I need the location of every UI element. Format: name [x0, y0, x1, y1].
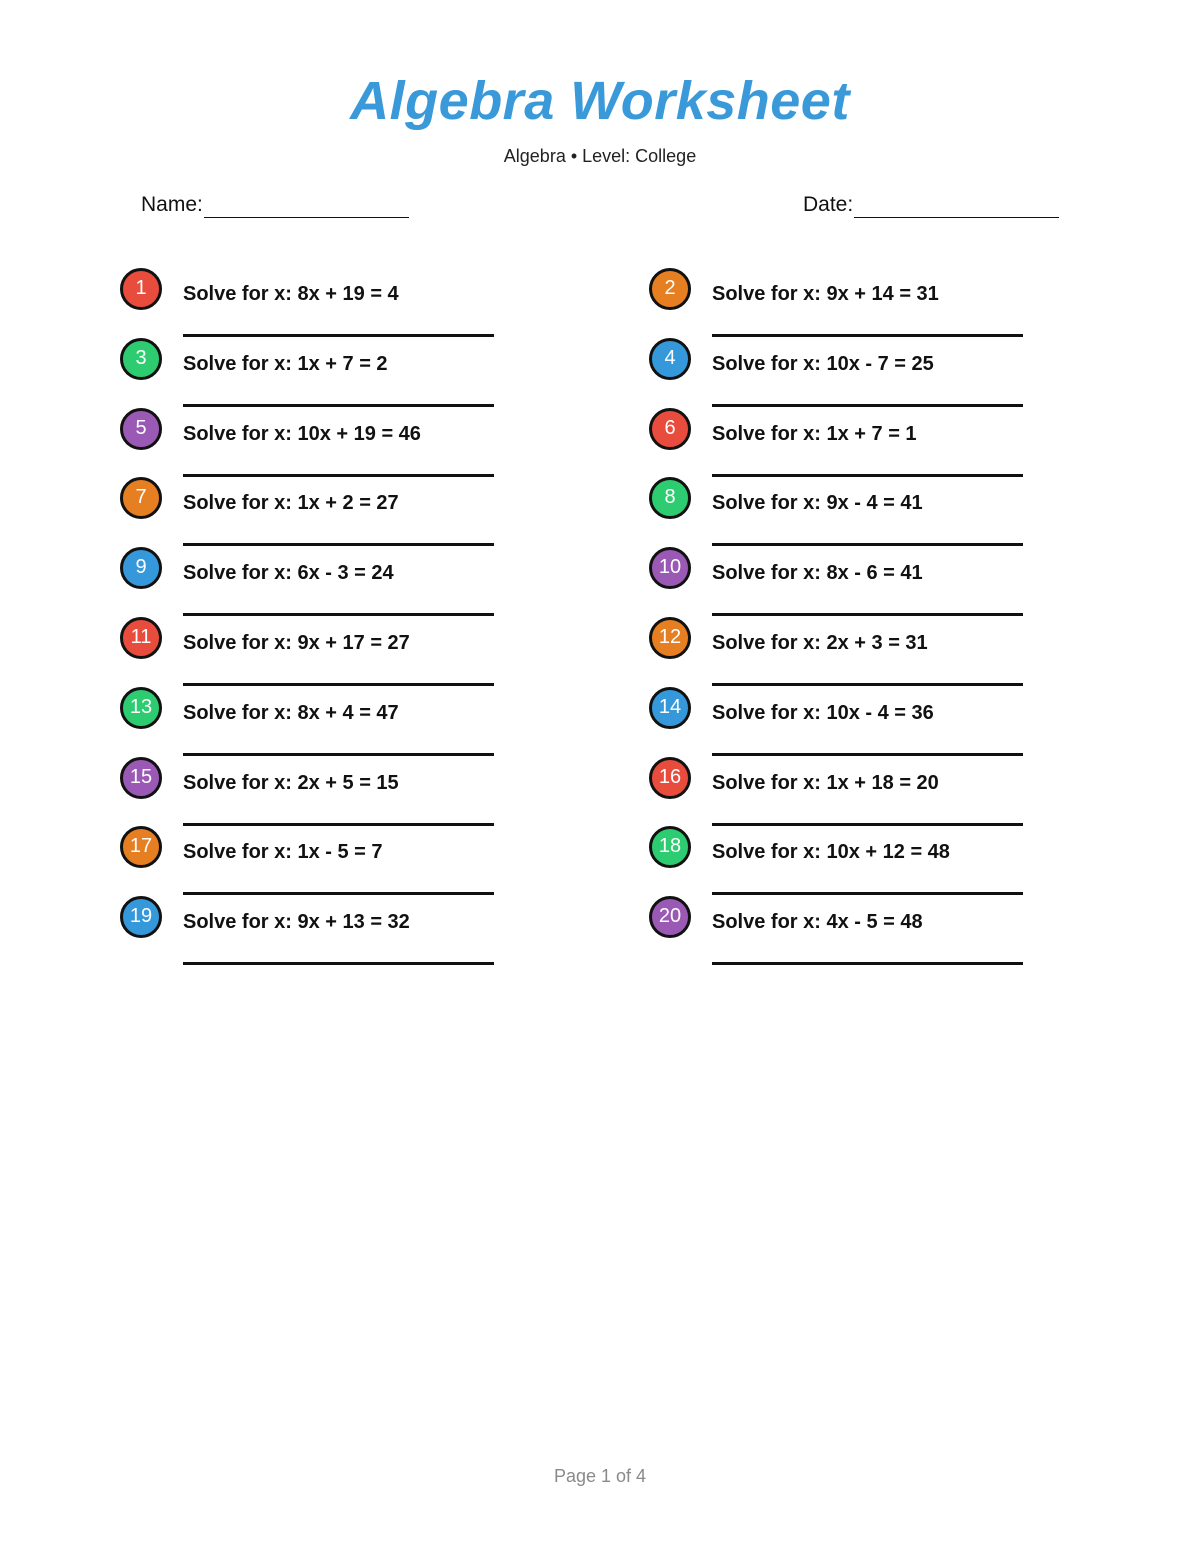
- problem-item: [120, 477, 620, 547]
- problem-question: Solve for x: 1x + 7 = 1: [712, 422, 917, 445]
- problem-number-badge: 2: [649, 268, 691, 310]
- answer-line[interactable]: [712, 962, 1023, 965]
- answer-line[interactable]: [712, 683, 1023, 686]
- problem-number-badge: 14: [649, 687, 691, 729]
- answer-line[interactable]: [183, 823, 494, 826]
- problem-number-badge: 9: [120, 547, 162, 589]
- answer-line[interactable]: [712, 404, 1023, 407]
- problem-number-badge: 5: [120, 408, 162, 450]
- answer-line[interactable]: [183, 962, 494, 965]
- problem-number-badge: 20: [649, 896, 691, 938]
- answer-line[interactable]: [712, 613, 1023, 616]
- problem-question: Solve for x: 8x + 4 = 47: [183, 701, 399, 724]
- date-label: Date:: [803, 193, 854, 216]
- problem-item: [120, 547, 620, 617]
- answer-line[interactable]: [183, 753, 494, 756]
- worksheet-title: Algebra Worksheet: [350, 71, 850, 131]
- problem-question: Solve for x: 1x + 7 = 2: [183, 352, 388, 375]
- problem-number-badge: 19: [120, 896, 162, 938]
- problem-item: [649, 477, 1149, 547]
- problem-number-badge: 4: [649, 338, 691, 380]
- problem-number-badge: 18: [649, 826, 691, 868]
- problem-question: Solve for x: 2x + 3 = 31: [712, 632, 928, 654]
- problem-item: [120, 338, 620, 408]
- answer-line[interactable]: [712, 543, 1023, 546]
- name-label: Name:: [141, 193, 203, 216]
- problem-item: [120, 757, 620, 827]
- problem-question: Solve for x: 2x + 5 = 15: [183, 771, 399, 794]
- problem-question: Solve for x: 10x + 12 = 48: [712, 841, 950, 864]
- date-blank-line[interactable]: [854, 197, 1059, 218]
- problem-number-badge: 8: [649, 477, 691, 519]
- name-blank-line[interactable]: [204, 197, 409, 218]
- problem-number-badge: 1: [120, 268, 162, 310]
- problem-item: [649, 408, 1149, 478]
- problem-item: [649, 338, 1149, 408]
- answer-line[interactable]: [183, 474, 494, 477]
- answer-line[interactable]: [183, 543, 494, 546]
- problem-item: [649, 896, 1149, 966]
- answer-line[interactable]: [183, 892, 494, 895]
- problem-number-badge: 12: [649, 617, 691, 659]
- problem-number-badge: 10: [649, 547, 691, 589]
- problem-question: Solve for x: 10x + 19 = 46: [183, 422, 421, 445]
- answer-line[interactable]: [183, 404, 494, 407]
- problem-item: [120, 408, 620, 478]
- problem-number-badge: 17: [120, 826, 162, 868]
- problem-item: [120, 268, 620, 338]
- problem-number-badge: 7: [120, 477, 162, 519]
- problem-item: [120, 896, 620, 966]
- problem-question: Solve for x: 9x + 13 = 32: [183, 911, 410, 934]
- problem-item: [649, 268, 1149, 338]
- problem-item: [649, 757, 1149, 827]
- worksheet-subtitle: Algebra • Level: College: [503, 146, 697, 166]
- problem-item: [120, 687, 620, 757]
- problem-item: [649, 617, 1149, 687]
- problem-item: [120, 617, 620, 687]
- problem-question: Solve for x: 1x + 2 = 27: [183, 492, 399, 515]
- problem-question: Solve for x: 10x - 7 = 25: [712, 352, 934, 375]
- problem-question: Solve for x: 10x - 4 = 36: [712, 701, 934, 724]
- answer-line[interactable]: [712, 892, 1023, 895]
- answer-line[interactable]: [183, 334, 494, 337]
- problem-question: Solve for x: 8x + 19 = 4: [183, 283, 399, 305]
- problem-item: [649, 826, 1149, 896]
- problem-number-badge: 3: [120, 338, 162, 380]
- answer-line[interactable]: [712, 823, 1023, 826]
- problem-number-badge: 11: [120, 617, 162, 659]
- problem-question: Solve for x: 9x - 4 = 41: [712, 492, 923, 515]
- problem-question: Solve for x: 4x - 5 = 48: [712, 911, 923, 934]
- answer-line[interactable]: [712, 474, 1023, 477]
- date-field: [803, 192, 1059, 218]
- problem-question: Solve for x: 6x - 3 = 24: [183, 562, 394, 585]
- problem-question: Solve for x: 1x - 5 = 7: [183, 841, 383, 864]
- answer-line[interactable]: [183, 683, 494, 686]
- problem-number-badge: 15: [120, 757, 162, 799]
- name-field: [141, 192, 409, 218]
- problem-question: Solve for x: 9x + 17 = 27: [183, 632, 410, 654]
- answer-line[interactable]: [183, 613, 494, 616]
- answer-line[interactable]: [712, 334, 1023, 337]
- answer-line[interactable]: [712, 753, 1023, 756]
- problem-number-badge: 13: [120, 687, 162, 729]
- problem-question: Solve for x: 9x + 14 = 31: [712, 283, 939, 305]
- problem-item: [120, 826, 620, 896]
- page-indicator: Page 1 of 4: [553, 1466, 647, 1486]
- problem-item: [649, 687, 1149, 757]
- problem-item: [649, 547, 1149, 617]
- problem-number-badge: 6: [649, 408, 691, 450]
- problem-question: Solve for x: 1x + 18 = 20: [712, 771, 939, 794]
- problem-number-badge: 16: [649, 757, 691, 799]
- problem-question: Solve for x: 8x - 6 = 41: [712, 562, 923, 585]
